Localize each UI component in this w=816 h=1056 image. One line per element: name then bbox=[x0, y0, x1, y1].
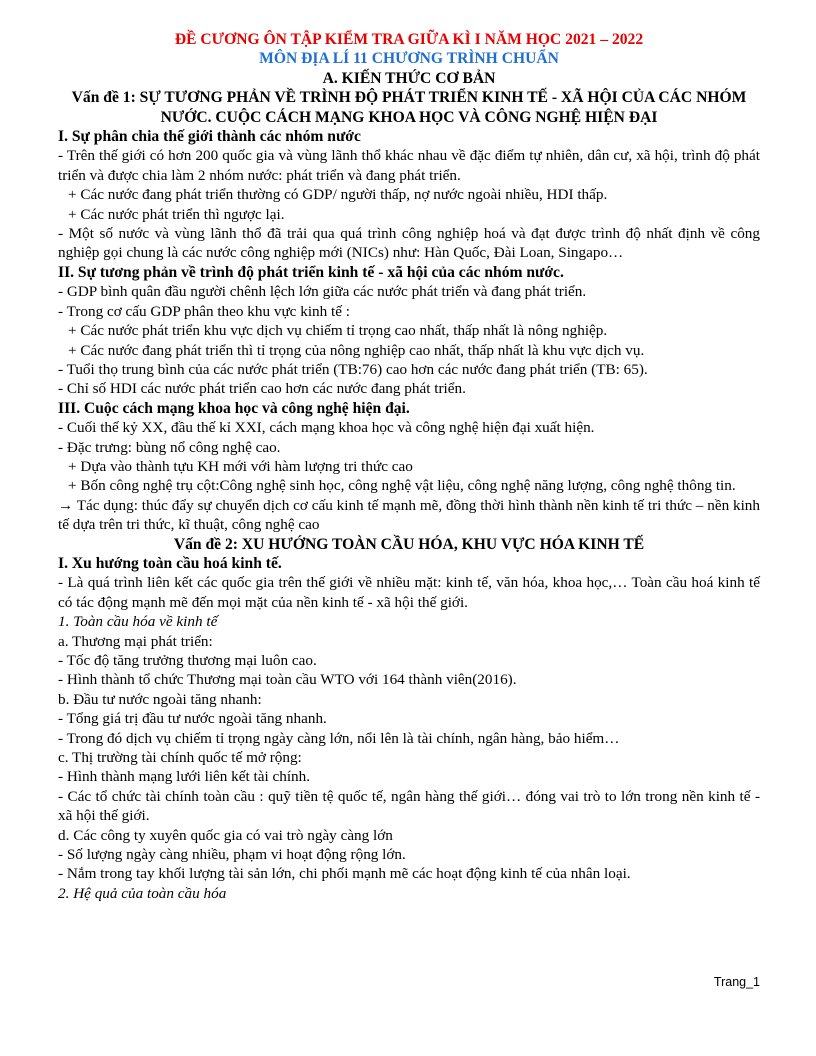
issue2-heading: Vấn đề 2: XU HƯỚNG TOÀN CẦU HÓA, KHU VỰC HÓA KINH TẾ bbox=[173, 535, 645, 553]
paragraph: - Là quá trình liên kết các quốc gia trên thế giới về nhiều mặt: kinh tế, văn hóa, khoa học,… Toàn cầu hoá kinh tế có tác động mạnh mẽ đến mọi mặt của nền kinh tế - xã hội thế giới. bbox=[58, 574, 760, 611]
paragraph: - Trên thế giới có hơn 200 quốc gia và vùng lãnh thổ khác nhau về đặc điểm tự nhiên, dân cư, xã hội, trình độ phát triển và được chia làm 2 nhóm nước: phát triển và đang phát triển. bbox=[58, 147, 760, 184]
paragraph: → Tác dụng: thúc đẩy sự chuyển dịch cơ cấu kinh tế mạnh mẽ, đồng thời hình thành nền kinh tế tri thức – nền kinh tế dựa trên tri thức, kĩ thuật, công nghệ cao bbox=[58, 496, 760, 534]
paragraph: - Tuổi thọ trung bình của các nước phát triển (TB:76) cao hơn các nước đang phát triển (TB: 65). bbox=[58, 360, 648, 378]
paragraph: + Các nước phát triển khu vực dịch vụ chiếm tỉ trọng cao nhất, thấp nhất là nông nghiệp. bbox=[68, 322, 608, 340]
subsection-title: 1. Toàn cầu hóa về kinh tế bbox=[58, 613, 218, 631]
paragraph: - Đặc trưng: bùng nổ công nghệ cao. bbox=[58, 438, 281, 456]
paragraph: - Một số nước và vùng lãnh thổ đã trải qua quá trình công nghiệp hoá và đạt được trình độ nhất định về công nghiệp gọi chung là các nước công nghiệp mới (NICs) như: Hàn Quốc, Đài Loan, Singapo… bbox=[58, 225, 760, 262]
paragraph: - Nắm trong tay khối lượng tài sản lớn, chi phối mạnh mẽ các hoạt động kinh tế của nhân loại. bbox=[58, 865, 631, 883]
paragraph: - Số lượng ngày càng nhiều, phạm vi hoạt động rộng lớn. bbox=[58, 846, 406, 864]
paragraph: - Hình thành tổ chức Thương mại toàn cầu WTO với 164 thành viên(2016). bbox=[58, 671, 517, 689]
paragraph: + Các nước đang phát triển thường có GDP/ người thấp, nợ nước ngoài nhiều, HDI thấp. bbox=[68, 186, 608, 204]
document-title: ĐỀ CƯƠNG ÔN TẬP KIỂM TRA GIỮA KÌ I NĂM HỌC 2021 – 2022 bbox=[174, 31, 644, 48]
issue1-heading: Vấn đề 1: SỰ TƯƠNG PHẢN VỀ TRÌNH ĐỘ PHÁT TRIỂN KINH TẾ - XÃ HỘI CỦA CÁC NHÓM NƯỚC. CUỘC CÁCH MẠNG KHOA HỌC VÀ CÔNG NGHỆ HIỆN ĐẠI bbox=[71, 89, 747, 126]
paragraph: - Hình thành mạng lưới liên kết tài chính. bbox=[58, 768, 311, 786]
issue1-section1-title: I. Sự phân chia thế giới thành các nhóm nước bbox=[58, 128, 361, 146]
paragraph: - Tốc độ tăng trưởng thương mại luôn cao. bbox=[58, 652, 317, 669]
part-heading: A. KIẾN THỨC CƠ BẢN bbox=[322, 69, 496, 87]
paragraph: + Dựa vào thành tựu KH mới với hàm lượng tri thức cao bbox=[68, 457, 413, 475]
paragraph: a. Thương mại phát triển: bbox=[58, 632, 213, 650]
paragraph: - Trong đó dịch vụ chiếm tỉ trọng ngày càng lớn, nổi lên là tài chính, ngân hàng, bảo hiểm… bbox=[58, 729, 620, 747]
paragraph: c. Thị trường tài chính quốc tế mở rộng: bbox=[58, 749, 302, 767]
paragraph: b. Đầu tư nước ngoài tăng nhanh: bbox=[58, 690, 262, 708]
paragraph: - Cuối thế kỷ XX, đầu thế kỉ XXI, cách mạng khoa học và công nghệ hiện đại xuất hiện. bbox=[58, 419, 595, 437]
paragraph: - Chỉ số HDI các nước phát triển cao hơn các nước đang phát triển. bbox=[58, 380, 466, 398]
issue2-section1-title: I. Xu hướng toàn cầu hoá kinh tế. bbox=[58, 554, 282, 572]
paragraph: + Các nước đang phát triển thì tỉ trọng của nông nghiệp cao nhất, thấp nhất là khu vực dịch vụ. bbox=[68, 341, 645, 359]
page-number: Trang_1 bbox=[713, 975, 760, 989]
paragraph: + Các nước phát triển thì ngược lại. bbox=[68, 205, 285, 223]
subsection-title: 2. Hệ quả của toàn cầu hóa bbox=[58, 884, 227, 902]
paragraph: + Bốn công nghệ trụ cột:Công nghệ sinh học, công nghệ vật liệu, công nghệ năng lượng, công nghệ thông tin. bbox=[68, 477, 736, 495]
paragraph: - Tổng giá trị đầu tư nước ngoài tăng nhanh. bbox=[58, 710, 327, 728]
issue1-section3-title: III. Cuộc cách mạng khoa học và công nghệ hiện đại. bbox=[58, 399, 410, 417]
paragraph: - Trong cơ cấu GDP phân theo khu vực kinh tế : bbox=[58, 302, 350, 320]
document-subtitle: MÔN ĐỊA LÍ 11 CHƯƠNG TRÌNH CHUẨN bbox=[259, 50, 559, 68]
document-page bbox=[58, 30, 760, 903]
paragraph: - Các tổ chức tài chính toàn cầu : quỹ tiền tệ quốc tế, ngân hàng thế giới… đóng vai trò to lớn trong nền kinh tế - xã hội thế giới. bbox=[58, 787, 760, 825]
issue1-section2-title: II. Sự tương phản về trình độ phát triển kinh tế - xã hội của các nhóm nước. bbox=[58, 263, 564, 281]
paragraph: - GDP bình quân đầu người chênh lệch lớn giữa các nước phát triển và đang phát triển. bbox=[58, 283, 587, 301]
paragraph: d. Các công ty xuyên quốc gia có vai trò ngày càng lớn bbox=[58, 826, 393, 844]
